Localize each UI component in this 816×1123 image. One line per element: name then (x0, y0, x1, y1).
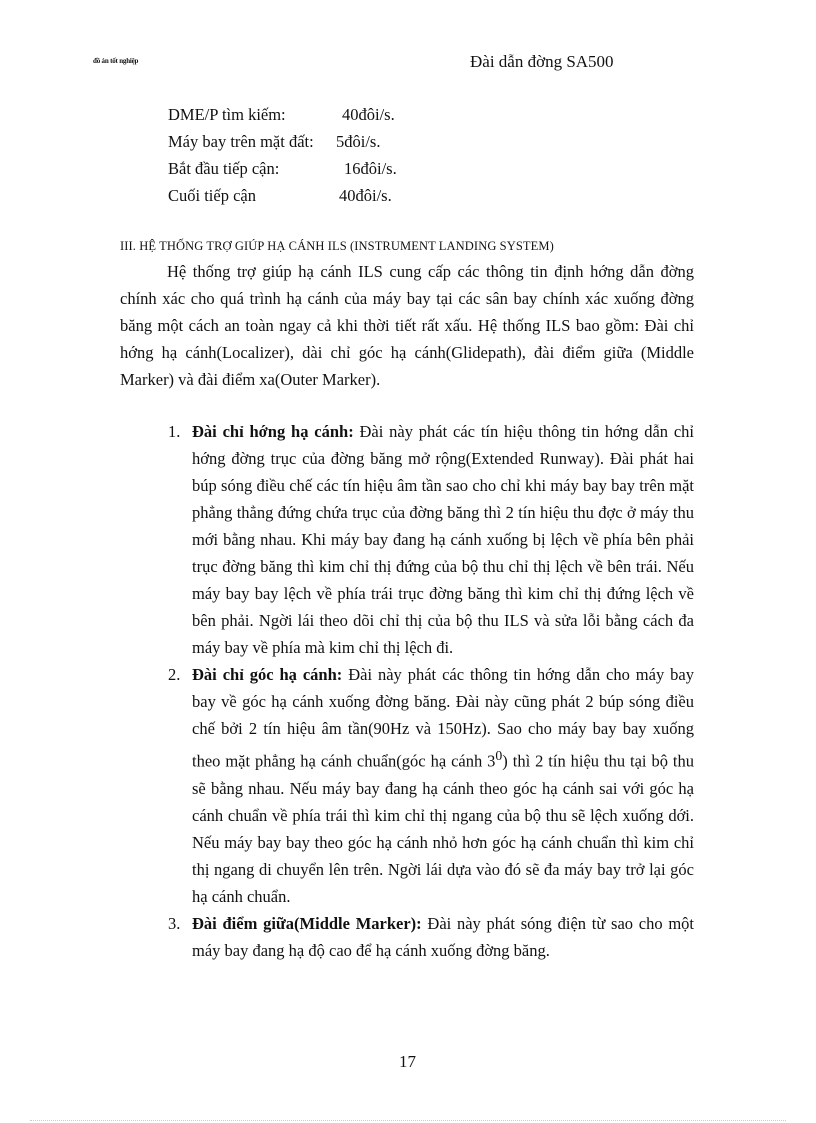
list-item-number: 1. (168, 422, 181, 441)
rate-label: DME/P tìm kiếm: (168, 105, 286, 124)
rate-value: 5đôi/s. (336, 132, 381, 151)
rate-list (168, 101, 397, 209)
intro-paragraph (120, 258, 694, 393)
section-heading: III. HỆ THỐNG TRỢ GIÚP HẠ CÁNH ILS (INSTRUMENT LANDING SYSTEM) (120, 239, 554, 253)
list-item-text: Đài này phát sóng điện từ sao cho một máy bay đang hạ độ cao để hạ cánh xuống đờng băng. (192, 913, 694, 960)
list-item (168, 661, 694, 910)
header-title: Đài dẫn đờng SA500 (470, 52, 614, 71)
list-item-text: Đài này phát các thông tin hớng dẫn cho máy bay bay về góc hạ cánh xuống đờng băng. Đài này cũng phát 2 búp sóng điều chế bởi 2 tín hiệu âm tần(90Hz và 150Hz). Sao cho máy bay bay xuống theo mặt phẳng hạ cánh chuẩn(góc hạ cánh 3 (192, 665, 694, 771)
list-item-term: Đài điểm giữa(Middle Marker): (192, 913, 422, 933)
list-item (168, 418, 694, 661)
list-item-number: 3. (168, 913, 181, 933)
list-item-term: Đài chỉ hớng hạ cánh: (192, 422, 354, 441)
numbered-list (168, 418, 694, 964)
list-item-text: Đài này phát các tín hiệu thông tin hớng dẫn chỉ hớng đờng trục của đờng băng mở rộng(Extended Runway). Đài phát hai búp sóng điều chế các tín hiệu âm tần sao cho chỉ khi máy bay bay trên mặt phẳng thẳng đứng chứa trục của đờng băng thì 2 tín hiệu thu đợc ở máy thu mới bằng nhau. Khi máy bay đang hạ cánh xuống bị lệch về phía bên phải trục đờng băng thì kim chỉ thị đứng của bộ thu chỉ thị lệch về bên trái. Nếu máy bay bay lệch về phía trái trục đờng băng thì kim chỉ thị đứng lệch về bên phải. Ngời lái theo dõi chỉ thị của bộ thu ILS và sửa lỗi bằng cách đa máy bay về phía mà kim chỉ thị lệch đi. (192, 422, 695, 657)
rate-row (168, 101, 397, 128)
footer-divider (30, 1120, 786, 1121)
rate-row (168, 128, 397, 155)
header-left-text: đồ án tốt nghiệp (93, 57, 139, 65)
rate-row (168, 155, 397, 182)
list-item-number: 2. (168, 665, 181, 684)
rate-label: Cuối tiếp cận (168, 186, 256, 205)
rate-label: Máy bay trên mặt đất: (168, 132, 314, 151)
rate-label: Bắt đầu tiếp cận: (168, 159, 280, 178)
rate-value: 40đôi/s. (342, 105, 395, 124)
degree-superscript: 0 (495, 748, 503, 763)
list-item-term: Đài chỉ góc hạ cánh: (192, 665, 343, 684)
intro-text: Hệ thống trợ giúp hạ cánh ILS cung cấp các thông tin định hớng dẫn đờng chính xác cho quá trình hạ cánh của máy bay tại các sân bay chính xác xuống đờng băng một cách an toàn ngay cả khi thời tiết rất xấu. Hệ thống ILS bao gồm: Đài chỉ hớng hạ cánh(Localizer), dài chỉ góc hạ cánh(Glidepath), đài điểm giữa (Middle Marker) và đài điểm xa(Outer Marker). (120, 262, 694, 389)
rate-value: 16đôi/s. (344, 159, 397, 178)
page-number: 17 (399, 1052, 416, 1071)
list-item-text-continued: ) thì 2 tín hiệu thu tại bộ thu sẽ bằng nhau. Nếu máy bay đang hạ cánh theo góc hạ cánh sai với góc hạ cánh chuẩn về phía trái thì kim chỉ thị ngang của bộ thu sẽ lệch xuống dới. Nếu máy bay bay theo góc hạ cánh nhỏ hơn góc hạ cánh chuẩn thì kim chỉ thị ngang di chuyển lên trên. Ngời lái dựa vào đó sẽ đa máy bay trở lại góc hạ cánh chuẩn. (192, 751, 694, 906)
rate-row (168, 182, 397, 209)
list-item (168, 910, 694, 964)
rate-value: 40đôi/s. (339, 186, 392, 205)
